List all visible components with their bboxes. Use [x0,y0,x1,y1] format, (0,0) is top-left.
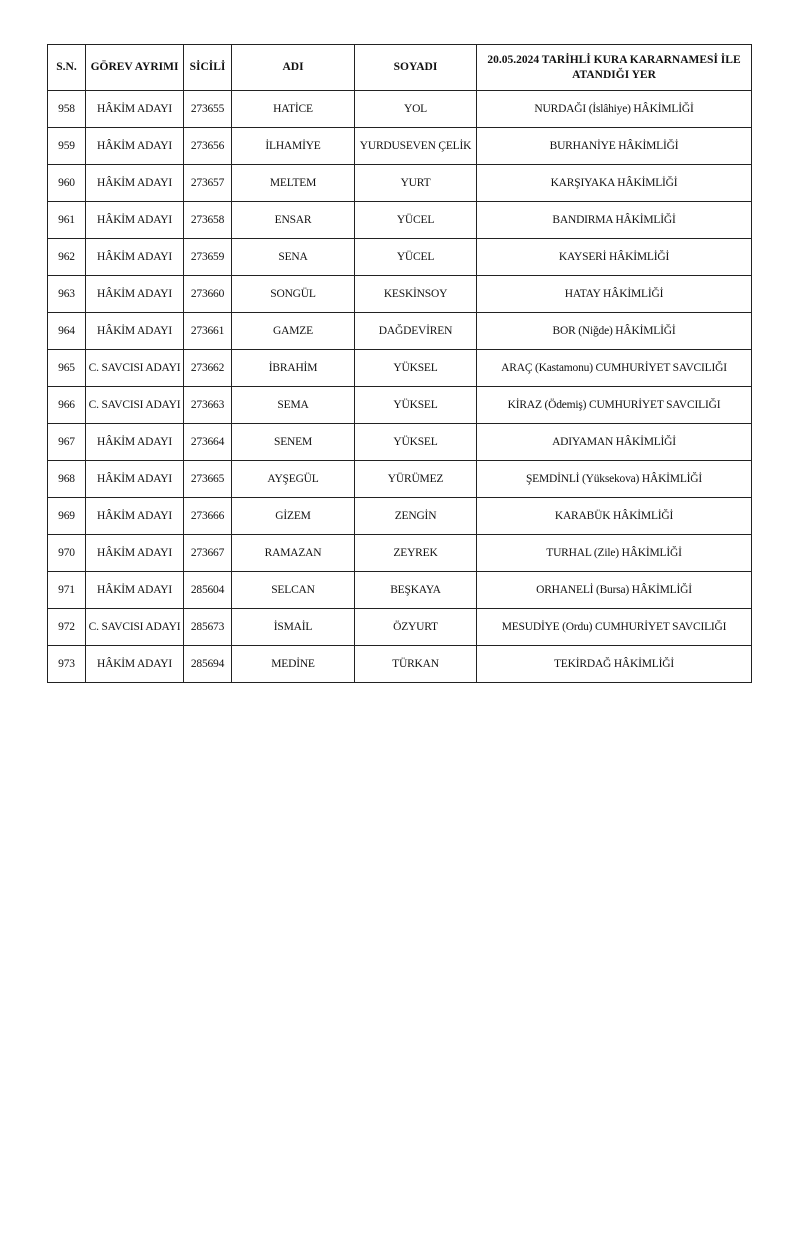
cell-sn: 968 [48,461,86,498]
cell-soyadi: KESKİNSOY [355,276,477,313]
header-atandigi-yer-line2: ATANDIĞI YER [572,68,656,81]
cell-adi: SENA [232,239,355,276]
cell-adi: MEDİNE [232,646,355,683]
cell-soyadi: BEŞKAYA [355,572,477,609]
cell-adi: İLHAMİYE [232,128,355,165]
table-row [48,165,752,202]
cell-adi: HATİCE [232,91,355,128]
cell-gorev-ayrimi: HÂKİM ADAYI [86,202,184,239]
table-row [48,202,752,239]
cell-adi: SENEM [232,424,355,461]
table-row [48,609,752,646]
table-row [48,387,752,424]
header-soyadi: SOYADI [355,45,477,91]
cell-soyadi: YÜKSEL [355,424,477,461]
cell-sn: 965 [48,350,86,387]
cell-sn: 971 [48,572,86,609]
cell-sicili: 273655 [184,91,232,128]
table-row [48,313,752,350]
header-atandigi-yer-line1: 20.05.2024 TARİHLİ KURA KARARNAMESİ İLE [487,54,741,67]
header-atandigi-yer [477,45,752,91]
cell-sn: 960 [48,165,86,202]
cell-atandigi-yer: ARAÇ (Kastamonu) CUMHURİYET SAVCILIĞI [477,350,752,387]
table-body [48,91,752,683]
header-sn: S.N. [48,45,86,91]
cell-atandigi-yer: ŞEMDİNLİ (Yüksekova) HÂKİMLİĞİ [477,461,752,498]
cell-atandigi-yer: KARABÜK HÂKİMLİĞİ [477,498,752,535]
table-header [48,45,752,91]
cell-soyadi: YÜKSEL [355,387,477,424]
cell-adi: SEMA [232,387,355,424]
cell-atandigi-yer: TEKİRDAĞ HÂKİMLİĞİ [477,646,752,683]
cell-atandigi-yer: KARŞIYAKA HÂKİMLİĞİ [477,165,752,202]
cell-gorev-ayrimi: HÂKİM ADAYI [86,646,184,683]
cell-soyadi: YURT [355,165,477,202]
table-row [48,646,752,683]
cell-gorev-ayrimi: HÂKİM ADAYI [86,128,184,165]
cell-atandigi-yer: ADIYAMAN HÂKİMLİĞİ [477,424,752,461]
cell-gorev-ayrimi: HÂKİM ADAYI [86,313,184,350]
table-row [48,498,752,535]
cell-atandigi-yer: ORHANELİ (Bursa) HÂKİMLİĞİ [477,572,752,609]
cell-sicili: 285673 [184,609,232,646]
cell-gorev-ayrimi: HÂKİM ADAYI [86,498,184,535]
cell-soyadi: DAĞDEVİREN [355,313,477,350]
cell-soyadi: TÜRKAN [355,646,477,683]
cell-soyadi: ÖZYURT [355,609,477,646]
table-row [48,91,752,128]
cell-gorev-ayrimi: C. SAVCISI ADAYI [86,387,184,424]
cell-atandigi-yer: KAYSERİ HÂKİMLİĞİ [477,239,752,276]
cell-soyadi: YÜCEL [355,239,477,276]
cell-sicili: 273662 [184,350,232,387]
cell-atandigi-yer: BANDIRMA HÂKİMLİĞİ [477,202,752,239]
cell-sn: 959 [48,128,86,165]
cell-sicili: 273656 [184,128,232,165]
cell-gorev-ayrimi: HÂKİM ADAYI [86,461,184,498]
table-row [48,424,752,461]
cell-adi: ENSAR [232,202,355,239]
cell-adi: RAMAZAN [232,535,355,572]
cell-soyadi: YÜCEL [355,202,477,239]
cell-sn: 966 [48,387,86,424]
header-adi: ADI [232,45,355,91]
cell-sn: 964 [48,313,86,350]
cell-sicili: 273657 [184,165,232,202]
cell-sn: 969 [48,498,86,535]
cell-sn: 972 [48,609,86,646]
cell-sn: 963 [48,276,86,313]
cell-gorev-ayrimi: HÂKİM ADAYI [86,572,184,609]
cell-soyadi: ZEYREK [355,535,477,572]
table-row [48,128,752,165]
table-row [48,461,752,498]
cell-adi: AYŞEGÜL [232,461,355,498]
cell-sicili: 273666 [184,498,232,535]
cell-soyadi: ZENGİN [355,498,477,535]
cell-adi: GAMZE [232,313,355,350]
cell-atandigi-yer: TURHAL (Zile) HÂKİMLİĞİ [477,535,752,572]
assignment-table [47,44,752,683]
cell-sn: 970 [48,535,86,572]
cell-soyadi: YÜRÜMEZ [355,461,477,498]
cell-atandigi-yer: KİRAZ (Ödemiş) CUMHURİYET SAVCILIĞI [477,387,752,424]
cell-adi: İSMAİL [232,609,355,646]
cell-sn: 958 [48,91,86,128]
cell-adi: GİZEM [232,498,355,535]
table-row [48,276,752,313]
cell-gorev-ayrimi: HÂKİM ADAYI [86,91,184,128]
cell-adi: SELCAN [232,572,355,609]
header-row [48,45,752,91]
cell-soyadi: YÜKSEL [355,350,477,387]
cell-gorev-ayrimi: C. SAVCISI ADAYI [86,609,184,646]
cell-sicili: 273660 [184,276,232,313]
cell-sicili: 273665 [184,461,232,498]
cell-gorev-ayrimi: HÂKİM ADAYI [86,424,184,461]
table-row [48,350,752,387]
cell-soyadi: YOL [355,91,477,128]
cell-atandigi-yer: MESUDİYE (Ordu) CUMHURİYET SAVCILIĞI [477,609,752,646]
table-row [48,535,752,572]
cell-adi: İBRAHİM [232,350,355,387]
cell-gorev-ayrimi: HÂKİM ADAYI [86,165,184,202]
cell-sicili: 273663 [184,387,232,424]
cell-sicili: 285694 [184,646,232,683]
header-gorev-ayrimi: GÖREV AYRIMI [86,45,184,91]
cell-atandigi-yer: NURDAĞI (İslâhiye) HÂKİMLİĞİ [477,91,752,128]
table-row [48,572,752,609]
cell-gorev-ayrimi: HÂKİM ADAYI [86,535,184,572]
cell-gorev-ayrimi: HÂKİM ADAYI [86,239,184,276]
cell-sicili: 273667 [184,535,232,572]
cell-sicili: 273664 [184,424,232,461]
cell-gorev-ayrimi: C. SAVCISI ADAYI [86,350,184,387]
cell-adi: SONGÜL [232,276,355,313]
cell-atandigi-yer: HATAY HÂKİMLİĞİ [477,276,752,313]
cell-sn: 962 [48,239,86,276]
cell-sn: 961 [48,202,86,239]
cell-sicili: 273661 [184,313,232,350]
cell-sicili: 273658 [184,202,232,239]
cell-sicili: 273659 [184,239,232,276]
cell-atandigi-yer: BURHANİYE HÂKİMLİĞİ [477,128,752,165]
cell-adi: MELTEM [232,165,355,202]
cell-atandigi-yer: BOR (Niğde) HÂKİMLİĞİ [477,313,752,350]
header-sicili: SİCİLİ [184,45,232,91]
cell-soyadi: YURDUSEVEN ÇELİK [355,128,477,165]
cell-sn: 973 [48,646,86,683]
table-row [48,239,752,276]
cell-gorev-ayrimi: HÂKİM ADAYI [86,276,184,313]
cell-sn: 967 [48,424,86,461]
cell-sicili: 285604 [184,572,232,609]
